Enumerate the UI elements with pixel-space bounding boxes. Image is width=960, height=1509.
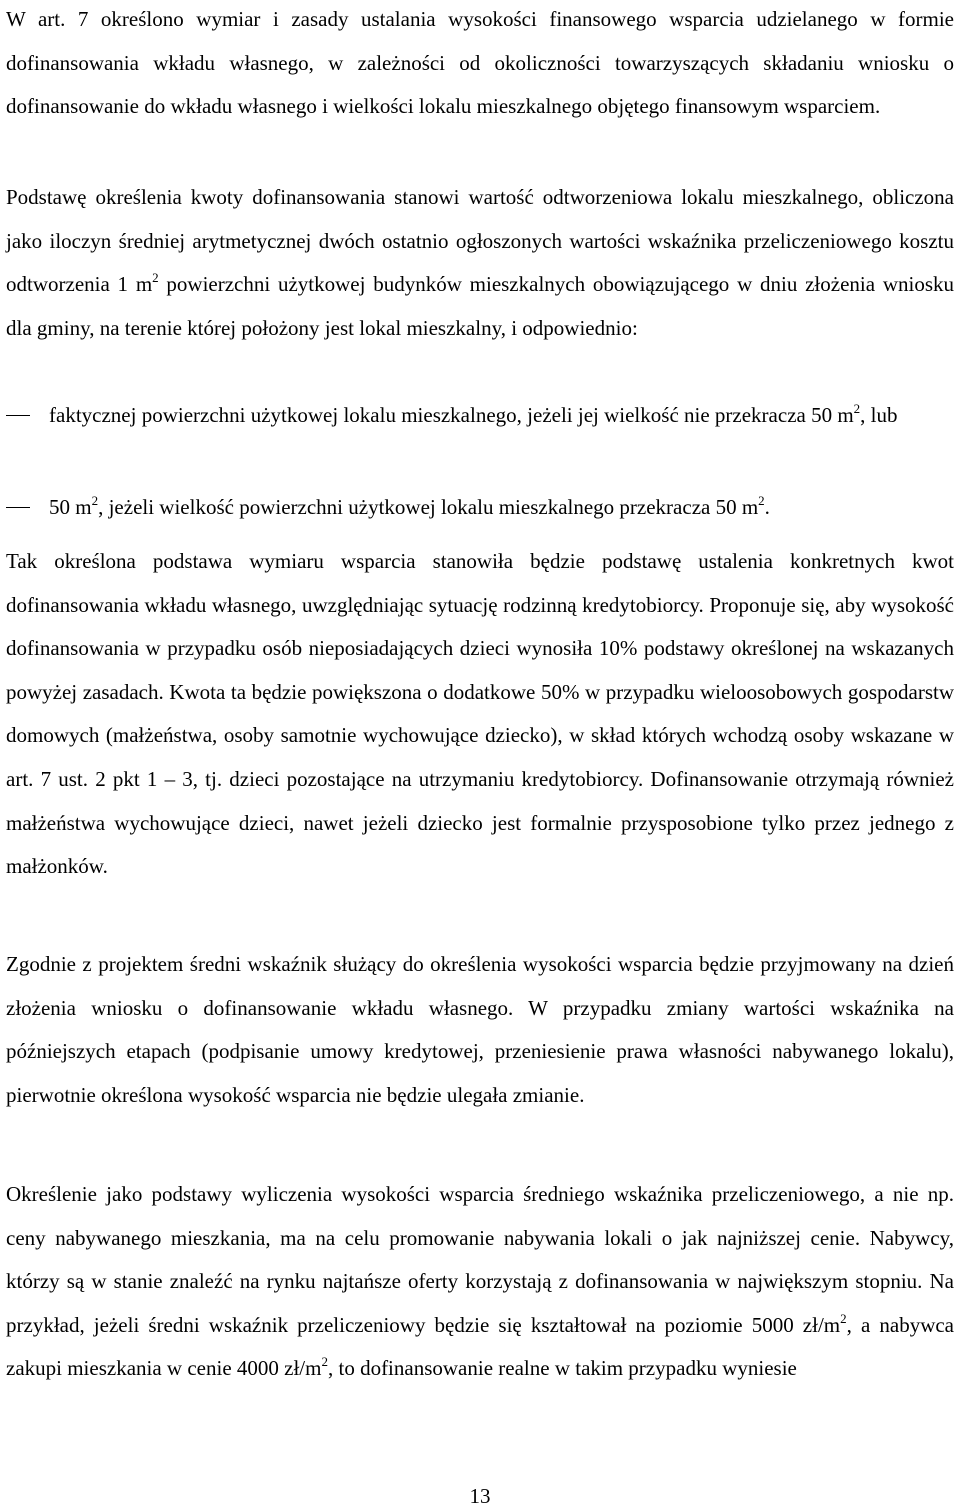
superscript-2: 2 [152, 270, 159, 286]
list-item-area-limit [6, 394, 954, 438]
paragraph-text: , a nabywca zakupi mieszkania w cenie 4000 zł/m [6, 1312, 955, 1381]
superscript-2: 2 [758, 492, 765, 508]
paragraph-text: powierzchni użytkowej budynków mieszkalnych obowiązującego w dniu złożenia wniosku dla gminy, na terenie której położony jest lokal mieszkalny, i odpowiednio: [6, 272, 954, 340]
list-item-text: faktycznej powierzchni użytkowej lokalu mieszkalnego, jeżeli jej wielkość nie przekracza 50 m [49, 403, 854, 427]
list-item [6, 394, 954, 438]
paragraph-text: Określenie jako podstawy wyliczenia wysokości wsparcia średniego wskaźnika przeliczeniowego, a nie np. ceny nabywanego mieszkania, ma na celu promowanie nabywania lokali o jak najniższej cenie. Nabywcy, którzy są w stanie znaleźć na rynku najtańsze oferty korzystają z dofinansowania w największym stopniu. Na przykład, jeżeli średni wskaźnik przeliczeniowy będzie się kształtował na poziomie 5000 zł/m [6, 1182, 954, 1337]
page-number: 13 [469, 1484, 491, 1508]
list-item-area-cap [6, 486, 954, 530]
dash-bullet-icon [6, 415, 30, 416]
dash-bullet-icon [6, 507, 30, 508]
list-item [6, 486, 954, 530]
paragraph-basis-amount [6, 176, 954, 350]
list-item-text: 50 m [49, 495, 92, 519]
list-item-text: . [764, 495, 770, 519]
paragraph-text: , to dofinansowanie realne w takim przypadku wyniesie [327, 1356, 797, 1381]
paragraph-text: Zgodnie z projektem średni wskaźnik służący do określenia wysokości wsparcia będzie przyjmowany na dzień złożenia wniosku o dofinansowanie wkładu własnego. W przypadku zmiany wartości wskaźnika na późniejszych etapach (podpisanie umowy kredytowej, przeniesienie prawa własności nabywanego lokalu), pierwotnie określona wysokość wsparcia nie będzie ulegała zmianie. [6, 952, 954, 1107]
paragraph-text: Tak określona podstawa wymiaru wsparcia stanowiła będzie podstawę ustalenia konkretnych kwot dofinansowania wkładu własnego, uwzględniając sytuację rodzinną kredytobiorcy. Proponuje się, aby wysokość dofinansowania w przypadku osób nieposiadających dzieci wynosiła 10% podstawy określonej na wskazanych powyżej zasadach. Kwota ta będzie powiększona o dodatkowe 50% w przypadku wieloosobowych gospodarstw domowych (małżeństwa, osoby samotnie wychowujące dziecko), w skład których wchodzą osoby wskazane w art. 7 ust. 2 pkt 1 – 3, tj. dzieci pozostające na utrzymaniu kredytobiorcy. Dofinansowanie otrzymają również małżeństwa wychowujące dzieci, nawet jeżeli dziecko jest formalnie przysposobione tylko przez jednego z małżonków. [6, 549, 954, 879]
list-item-text: , jeżeli wielkość powierzchni użytkowej lokalu mieszkalnego przekracza 50 m [98, 495, 759, 519]
superscript-2: 2 [321, 1354, 328, 1370]
paragraph-text: W art. 7 określono wymiar i zasady ustalania wysokości finansowego wsparcia udzielanego w formie dofinansowania wkładu własnego, w zależności od okoliczności towarzyszących składaniu wniosku o dofinansowanie do wkładu własnego i wielkości lokalu mieszkalnego objętego finansowym wsparciem. [6, 7, 954, 119]
paragraph-art7-scope [6, 0, 954, 129]
paragraph-family-situation [6, 540, 954, 889]
superscript-2: 2 [91, 492, 99, 508]
paragraph-indicator-date [6, 943, 954, 1117]
superscript-2: 2 [853, 400, 861, 416]
list-item-text: , lub [860, 403, 898, 427]
superscript-2: 2 [840, 1310, 847, 1326]
paragraph-indicator-rationale [6, 1173, 954, 1391]
paragraph-text: Podstawę określenia kwoty dofinansowania stanowi wartość odtworzeniowa lokalu mieszkalnego, obliczona jako iloczyn średniej arytmetycznej dwóch ostatnio ogłoszonych wartości wskaźnika przeliczeniowego kosztu odtworzenia 1 m [6, 185, 954, 297]
